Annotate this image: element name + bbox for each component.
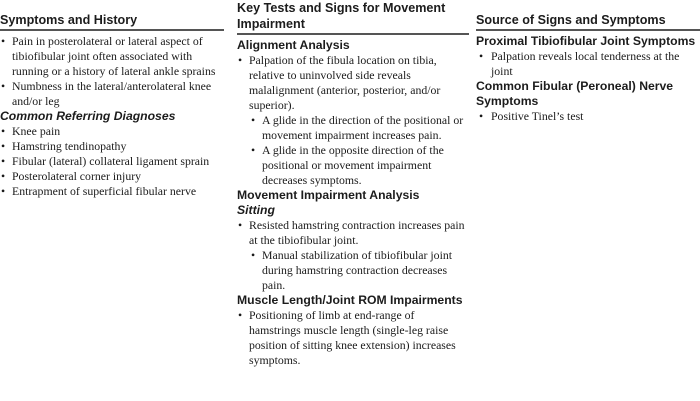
list-item: • Hamstring tendinopathy <box>0 139 224 154</box>
column-key-tests <box>237 0 469 368</box>
list-item: • Positioning of limb at end-range of hamstrings muscle length (single-leg raise position of sitting knee extension) increases symptoms. <box>237 308 469 368</box>
list-item: • Posterolateral corner injury <box>0 169 224 184</box>
alignment-sublist <box>237 113 469 188</box>
list-item: • Manual stabilization of tibiofibular joint during hamstring contraction decreases pain. <box>250 248 469 293</box>
list-item: • Entrapment of superficial fibular nerve <box>0 184 224 199</box>
column-header-symptoms-history: Symptoms and History <box>0 0 224 31</box>
list-item: • Pain in posterolateral or lateral aspect of tibiofibular joint often associated with running or a history of lateral ankle sprains <box>0 34 224 79</box>
referring-diagnoses-heading: Common Referring Diagnoses <box>0 109 176 123</box>
fibular-list <box>476 109 700 124</box>
list-item: • Knee pain <box>0 124 224 139</box>
list-item: • A glide in the direction of the positional or movement impairment increases pain. <box>250 113 469 143</box>
movement-impairment-heading: Movement Impairment Analysis <box>237 188 420 202</box>
proximal-list <box>476 49 700 79</box>
list-item: • Palpation of the fibula location on tibia, relative to uninvolved side reveals malalignment (anterior, posterior, and/or superior). <box>237 53 469 113</box>
list-item: • Positive Tinel’s test <box>476 109 700 124</box>
column-symptoms-history <box>0 0 224 199</box>
list-item: • Fibular (lateral) collateral ligament sprain <box>0 154 224 169</box>
alignment-list <box>237 53 469 113</box>
muscle-length-heading: Muscle Length/Joint ROM Impairments <box>237 293 463 307</box>
list-item: • Palpation reveals local tenderness at the joint <box>476 49 700 79</box>
list-item: • Numbness in the lateral/anterolateral knee and/or leg <box>0 79 224 109</box>
list-item: • A glide in the opposite direction of the positional or movement impairment decreases symptoms. <box>250 143 469 188</box>
column-header-key-tests: Key Tests and Signs for Movement Impairment <box>237 0 469 35</box>
alignment-analysis-heading: Alignment Analysis <box>237 38 350 52</box>
proximal-tibiofibular-heading: Proximal Tibiofibular Joint Symptoms <box>476 34 696 48</box>
column-source-signs <box>476 0 700 124</box>
fibular-nerve-heading: Common Fibular (Peroneal) Nerve Symptoms <box>476 79 674 108</box>
column-header-source-signs: Source of Signs and Symptoms <box>476 0 700 31</box>
sitting-subheading: Sitting <box>237 203 275 217</box>
muscle-length-list <box>237 308 469 368</box>
movement-list <box>237 218 469 248</box>
movement-sublist <box>237 248 469 293</box>
list-item: • Resisted hamstring contraction increases pain at the tibiofibular joint. <box>237 218 469 248</box>
symptoms-list <box>0 34 224 109</box>
referring-diagnoses-list <box>0 124 224 199</box>
